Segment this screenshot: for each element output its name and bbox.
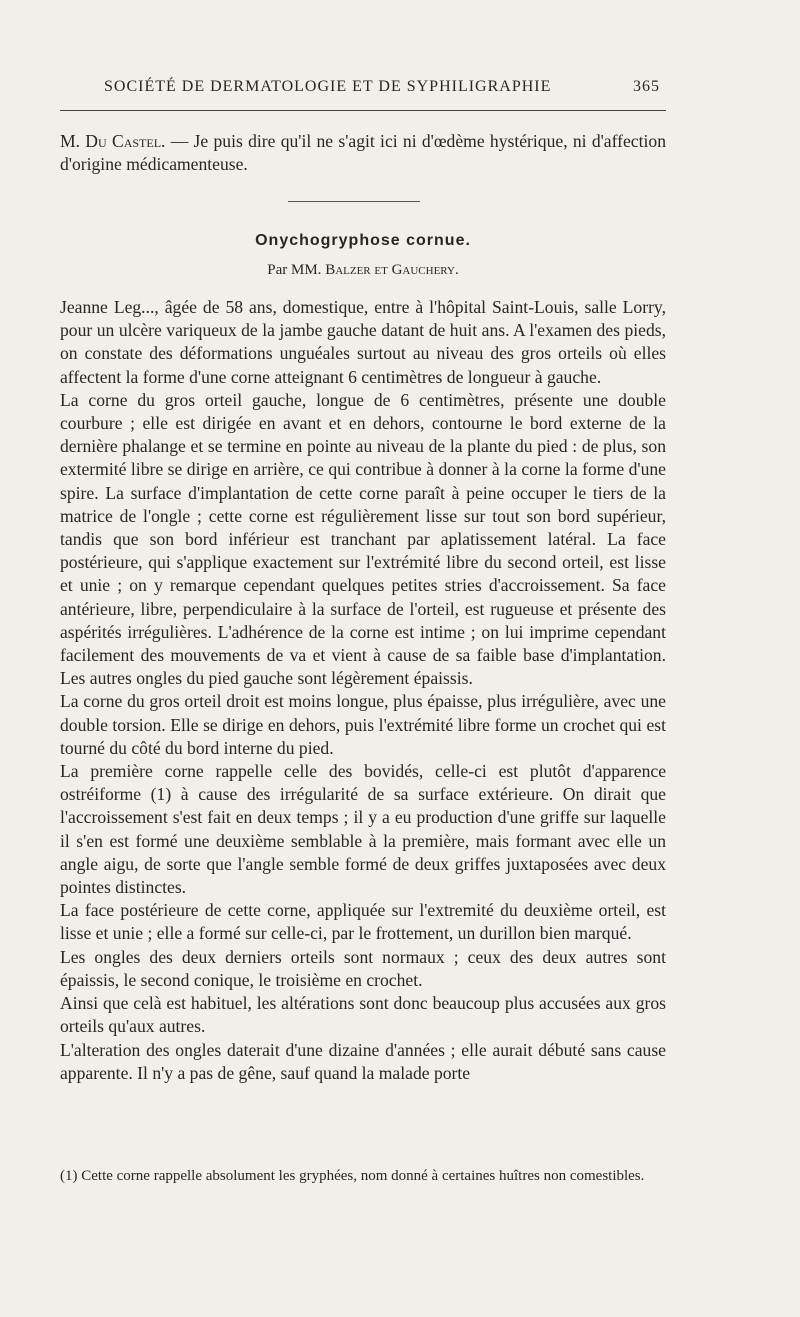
footnote: (1) Cette corne rappelle absolument les gryphées, nom donné à certaines huîtres non comestibles.: [60, 1168, 645, 1184]
page-number: 365: [633, 78, 660, 95]
article-authors: [60, 262, 666, 279]
speaker-name: M. Du Castel.: [60, 131, 166, 151]
journal-title: SOCIÉTÉ DE DERMATOLOGIE ET DE SYPHILIGRAPHIE: [104, 78, 552, 95]
paragraph: La face postérieure de cette corne, appliquée sur l'extremité du deuxième orteil, est lisse et unie ; elle a formé sur celle-ci, par le frottement, un durillon bien marqué.: [60, 900, 666, 944]
article-body: [60, 296, 666, 1085]
header-rule: [60, 110, 666, 111]
article-title: Onychogryphose cornue.: [255, 232, 471, 249]
paragraph: Ainsi que celà est habituel, les altérations sont donc beaucoup plus accusées aux gros orteils qu'aux autres.: [60, 993, 666, 1037]
paragraph: Les ongles des deux derniers orteils sont normaux ; ceux des deux autres sont épaissis, le second conique, le troisième en crochet.: [60, 946, 666, 990]
paragraph: Jeanne Leg..., âgée de 58 ans, domestique, entre à l'hôpital Saint-Louis, salle Lorry, pour un ulcère variqueux de la jambe gauche datant de huit ans. A l'examen des pieds, on constate des déformations unguéales surtout au niveau des gros orteils où elles affectent la forme d'une corne atteignant 6 centimètres de longueur à gauche.: [60, 297, 666, 387]
intro-text: — Je puis dire qu'il ne s'agit ici ni d'œdème hystérique, ni d'affection d'origine médicamenteuse.: [60, 131, 666, 175]
running-head: [104, 78, 660, 96]
paragraph: La corne du gros orteil droit est moins longue, plus épaisse, plus irrégulière, avec une double torsion. Elle se dirige en dehors, puis l'extrémité libre forme un crochet qui est tourné du côté du bord interne du pied.: [60, 691, 666, 758]
intro-paragraph: [60, 130, 666, 176]
authors-prefix: Par MM.: [267, 262, 326, 278]
section-divider: [288, 201, 420, 202]
authors-names: Balzer et Gauchery.: [325, 262, 459, 278]
paragraph: La première corne rappelle celle des bovidés, celle-ci est plutôt d'apparence ostréiforme (1) à cause des irrégularité de sa surface extérieure. On dirait que l'accroissement s'est fait en deux temps ; il y a eu production d'une griffe sur laquelle il s'en est formé une deuxième semblable à la première, mais formant avec elle un angle aigu, de sorte que l'angle semble formé de deux griffes juxtaposées avec deux pointes distinctes.: [60, 761, 666, 898]
paragraph: La corne du gros orteil gauche, longue de 6 centimètres, présente une double courbure ; elle est dirigée en avant et en dehors, contourne le bord externe de la dernière phalange et se termine en pointe au niveau de la plante du pied : de plus, son extermité libre se dirige en arrière, ce qui contribue à donner à la corne la forme d'une spire. La surface d'implantation de cette corne paraît à peine occuper le tiers de la matrice de l'ongle ; cette corne est régulièrement lisse sur tout son bord supérieur, tandis que son bord inférieur est tranchant par aplatissement latéral. La face postérieure, qui s'applique exactement sur l'extrémité libre du second orteil, est lisse et unie ; on y remarque cependant quelques petites stries d'accroissement. Sa face antérieure, libre, perpendiculaire à la surface de l'orteil, est rugueuse et présente des aspérités irrégulières. L'adhérence de la corne est intime ; on lui imprime cependant facilement des mouvements de va et vient à cause de sa faible base d'implantation. Les autres ongles du pied gauche sont légèrement épaissis.: [60, 389, 666, 689]
paragraph: L'alteration des ongles daterait d'une dizaine d'années ; elle aurait débuté sans cause apparente. Il n'y a pas de gêne, sauf quand la malade porte: [60, 1039, 666, 1083]
